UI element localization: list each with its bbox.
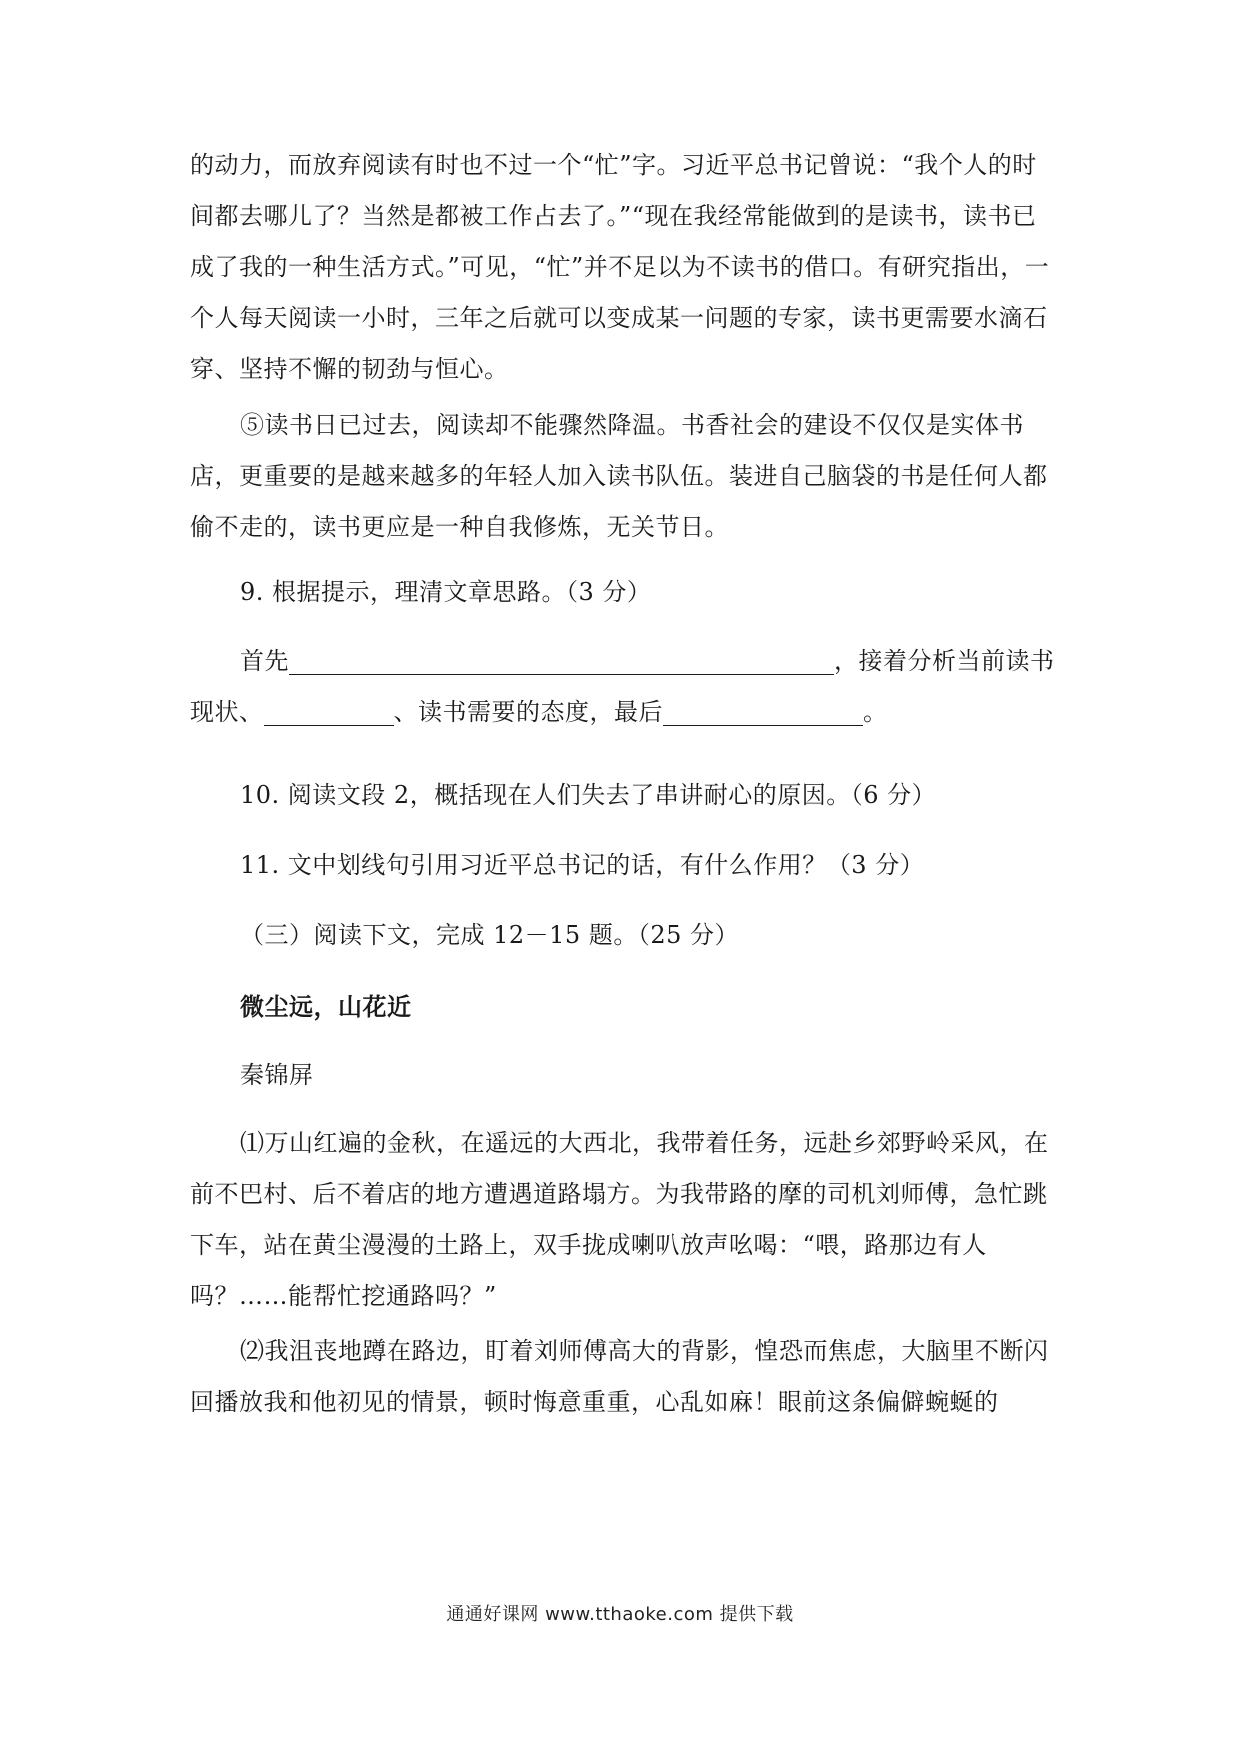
question-9 [190,567,1060,618]
fill-text-part3: 、读书需要的态度，最后 [393,698,663,726]
answer-blank-3[interactable] [663,695,863,726]
question-10 [190,770,1060,821]
paragraph-text: ⑵我沮丧地蹲在路边，盯着刘师傅高大的背影，惶恐而焦虑，大脑里不断闪回播放我和他初见的情景，顿时悔意重重，心乱如麻！眼前这条偏僻蜿蜒的 [190,1337,1049,1416]
fill-text-part1: 首先 [240,647,289,675]
section-heading-text: （三）阅读下文，完成 12－15 题。（25 分） [240,921,740,949]
answer-blank-1[interactable] [289,644,834,675]
question-text: 11. 文中划线句引用习近平总书记的话，有什么作用？（3 分） [240,851,925,879]
question-9-fill-in [190,636,1060,738]
article-title [190,982,1060,1033]
fill-text-part4: 。 [863,698,888,726]
paragraph-text: ⑴万山红遍的金秋，在遥远的大西北，我带着任务，远赴乡郊野岭采风，在前不巴村、后不着店的地方遭遇道路塌方。为我带路的摩的司机刘师傅，急忙跳下车，站在黄尘漫漫的土路上，双手拢成喇叭放声吆喝：“喂，路那边有人吗？……能帮忙挖通路吗？” [190,1129,1049,1310]
paragraph-continued [190,140,1060,395]
fill-text-part2: ，接着分析当前读书现状、 [190,647,1055,726]
section-3-heading [190,910,1060,961]
article-author [190,1050,1060,1101]
question-text: 10. 阅读文段 2，概括现在人们失去了串讲耐心的原因。（6 分） [240,781,937,809]
footer-text: 通通好课网 www.tthaoke.com 提供下载 [446,1604,794,1625]
answer-blank-2[interactable] [264,695,394,726]
question-11 [190,840,1060,891]
paragraph-5 [190,400,1060,553]
paragraph-text: ⑤读书日已过去，阅读却不能骤然降温。书香社会的建设不仅仅是实体书店，更重要的是越来越多的年轻人加入读书队伍。装进自己脑袋的书是任何人都偷不走的，读书更应是一种自我修炼，无关节日。 [190,411,1048,541]
paragraph-text: 的动力，而放弃阅读有时也不过一个“忙”字。习近平总书记曾说：“我个人的时间都去哪儿了？当然是都被工作占去了。”“现在我经常能做到的是读书，读书已成了我的一种生活方式。”可见，“忙”并不足以为不读书的借口。有研究指出，一个人每天阅读一小时，三年之后就可以变成某一问题的专家，读书更需要水滴石穿、坚持不懈的韧劲与恒心。 [190,151,1050,383]
article-paragraph-1 [190,1118,1060,1322]
author-text: 秦锦屏 [240,1061,314,1089]
article-title-text: 微尘远，山花近 [240,993,412,1021]
question-text: 9. 根据提示，理清文章思路。（3 分） [240,578,652,606]
article-paragraph-2 [190,1326,1060,1428]
page-footer [0,1600,1240,1626]
